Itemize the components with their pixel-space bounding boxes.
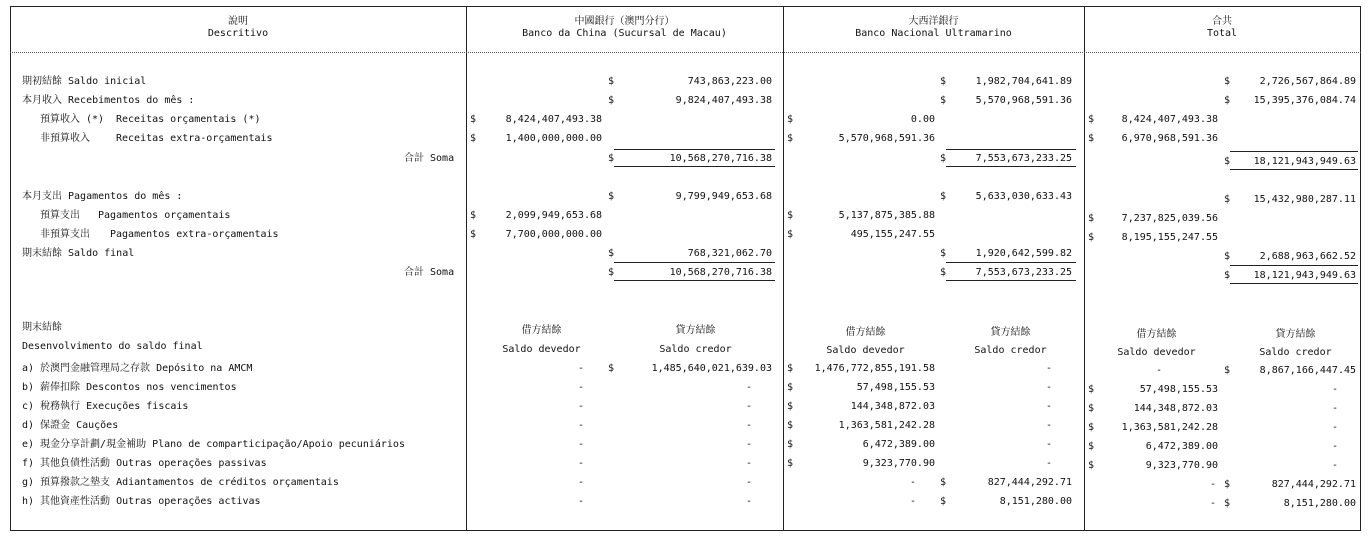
- total-value: 18,121,943,949.63: [1253, 270, 1356, 281]
- dollar-sign: $: [940, 191, 947, 202]
- bc-credit-heading-pt: Saldo credor: [659, 344, 732, 355]
- dollar-sign: $: [787, 401, 794, 412]
- total-debit-heading-pt: Saldo devedor: [1117, 347, 1196, 358]
- bnu-value: 5,570,968,591.36: [838, 133, 935, 144]
- dollar-sign: $: [470, 210, 477, 221]
- bc-value: 10,568,270,716.38: [669, 267, 772, 278]
- sum-underline: [614, 166, 775, 167]
- bc-value: 1,400,000,000.00: [505, 133, 602, 144]
- dollar-sign: $: [1088, 114, 1095, 125]
- bc-debit-heading-cn: 借方結餘: [521, 325, 562, 336]
- header-total-pt: Total: [1206, 28, 1238, 39]
- sum-line: [1230, 265, 1358, 266]
- row-label: a) 於澳門金融管理局之存款 Depósito na AMCM: [22, 363, 253, 374]
- dollar-sign: $: [940, 248, 947, 259]
- dollar-sign: $: [608, 191, 615, 202]
- row-label: b) 薪俸扣除 Descontos nos vencimentos: [22, 382, 237, 393]
- dollar-sign: $: [470, 114, 477, 125]
- bnu-debit: -: [909, 477, 916, 488]
- dollar-sign: $: [787, 458, 794, 469]
- row-label-pt: Receitas extra-orçamentais: [116, 133, 273, 144]
- dollar-sign: $: [1224, 194, 1231, 205]
- row-label-pt: Pagamentos orçamentais: [98, 210, 231, 221]
- dollar-sign: $: [1088, 384, 1095, 395]
- bc-value: 743,863,223.00: [687, 76, 772, 87]
- bnu-credit: -: [1045, 420, 1052, 431]
- header-descritivo-pt: Descritivo: [207, 28, 269, 39]
- row-label-cn: 預算收入 (*): [40, 114, 105, 125]
- total-debit: 57,498,155.53: [1139, 384, 1218, 395]
- sum-underline: [946, 166, 1076, 167]
- bc-debit: -: [577, 363, 584, 374]
- sum-underline: [1230, 169, 1358, 170]
- bnu-credit: -: [1045, 363, 1052, 374]
- row-label-cn: 非預算收入: [40, 133, 90, 144]
- total-debit: 6,472,389.00: [1145, 441, 1218, 452]
- bc-credit: -: [745, 401, 752, 412]
- total-value: 2,726,567,864.89: [1259, 76, 1356, 87]
- bc-value: 9,799,949,653.68: [675, 191, 772, 202]
- total-debit: -: [1209, 498, 1216, 509]
- dollar-sign: $: [787, 439, 794, 450]
- row-label: 期末結餘 Saldo final: [22, 248, 135, 259]
- border-left: [10, 6, 11, 530]
- total-debit: 9,323,770.90: [1145, 460, 1218, 471]
- bnu-credit: -: [1045, 458, 1052, 469]
- row-label-cn: 預算支出: [40, 210, 80, 221]
- total-credit-heading-cn: 貸方結餘: [1275, 329, 1316, 340]
- bnu-debit: 6,472,389.00: [862, 439, 935, 450]
- bnu-value: 495,155,247.55: [850, 229, 935, 240]
- dollar-sign: $: [1224, 270, 1231, 281]
- bc-credit: -: [745, 477, 752, 488]
- bnu-value: 1,982,704,641.89: [975, 76, 1072, 87]
- bc-value: 7,700,000,000.00: [505, 229, 602, 240]
- dollar-sign: $: [608, 248, 615, 259]
- dollar-sign: $: [608, 267, 615, 278]
- total-credit: -: [1331, 403, 1338, 414]
- bnu-debit: -: [909, 496, 916, 507]
- header-bc-cn: 中國銀行（澳門分行）: [574, 16, 675, 27]
- header-descritivo-cn: 說明: [228, 16, 248, 27]
- dollar-sign: $: [608, 95, 615, 106]
- dollar-sign: $: [787, 420, 794, 431]
- total-value: 8,424,407,493.38: [1121, 114, 1218, 125]
- bc-value: 9,824,407,493.38: [675, 95, 772, 106]
- total-value: 15,395,376,084.74: [1253, 95, 1356, 106]
- row-label: 本月收入 Recebimentos do mês :: [22, 95, 195, 106]
- total-debit-heading-cn: 借方結餘: [1136, 329, 1177, 340]
- row-label: e) 現金分享計劃/現金補助 Plano de comparticipação/Apoio pecuniários: [22, 439, 405, 450]
- total-value: 2,688,963,662.52: [1259, 251, 1356, 262]
- dollar-sign: $: [608, 76, 615, 87]
- bc-value: 768,321,062.70: [687, 248, 772, 259]
- dollar-sign: $: [1224, 156, 1231, 167]
- row-label-cn: 非預算支出: [40, 229, 90, 240]
- sum-line: [614, 262, 775, 263]
- row-label-pt: Receitas orçamentais (*): [116, 114, 261, 125]
- bc-credit: 1,485,640,021,639.03: [651, 363, 772, 374]
- bc-debit: -: [577, 420, 584, 431]
- total-credit-heading-pt: Saldo credor: [1259, 347, 1332, 358]
- section-title-pt: Desenvolvimento do saldo final: [22, 341, 203, 352]
- bc-debit: -: [577, 382, 584, 393]
- dollar-sign: $: [787, 229, 794, 240]
- dollar-sign: $: [1224, 479, 1231, 490]
- total-value: 8,195,155,247.55: [1121, 232, 1218, 243]
- row-label: h) 其他資產性活動 Outras operações activas: [22, 496, 261, 507]
- row-label-pt: Pagamentos extra-orçamentais: [110, 229, 279, 240]
- dollar-sign: $: [1224, 365, 1231, 376]
- dollar-sign: $: [940, 153, 947, 164]
- sum-line: [1230, 151, 1358, 152]
- total-value: 18,121,943,949.63: [1253, 156, 1356, 167]
- divider-bc: [466, 6, 467, 530]
- bnu-value: 7,553,673,233.25: [975, 267, 1072, 278]
- bc-value: 10,568,270,716.38: [669, 153, 772, 164]
- bnu-debit: 57,498,155.53: [856, 382, 935, 393]
- dollar-sign: $: [787, 114, 794, 125]
- dollar-sign: $: [608, 363, 615, 374]
- dollar-sign: $: [787, 133, 794, 144]
- sum-line: [946, 262, 1076, 263]
- bnu-value: 1,920,642,599.82: [975, 248, 1072, 259]
- total-credit: 8,151,280.00: [1283, 498, 1356, 509]
- bc-debit: -: [577, 477, 584, 488]
- row-label: 期初結餘 Saldo inicial: [22, 76, 147, 87]
- bnu-debit-heading-cn: 借方結餘: [845, 327, 886, 338]
- section-title-cn: 期末結餘: [22, 322, 62, 333]
- dollar-sign: $: [1224, 95, 1231, 106]
- bnu-value: 5,137,875,385.88: [838, 210, 935, 221]
- bc-credit: -: [745, 439, 752, 450]
- dollar-sign: $: [1224, 76, 1231, 87]
- bc-credit: -: [745, 496, 752, 507]
- bnu-credit-heading-cn: 貸方結餘: [990, 327, 1031, 338]
- dollar-sign: $: [1224, 498, 1231, 509]
- total-credit: -: [1331, 460, 1338, 471]
- total-value: 15,432,980,287.11: [1253, 194, 1356, 205]
- row-label: f) 其他負債性活動 Outras operações passivas: [22, 458, 267, 469]
- dollar-sign: $: [787, 363, 794, 374]
- bc-value: 2,099,949,653.68: [505, 210, 602, 221]
- total-credit: 8,867,166,447.45: [1259, 365, 1356, 376]
- bnu-credit: 827,444,292.71: [987, 477, 1072, 488]
- header-total-cn: 合共: [1212, 16, 1232, 27]
- header-divider: [10, 52, 1361, 53]
- total-credit: 827,444,292.71: [1271, 479, 1356, 490]
- row-label: g) 預算撥款之墊支 Adiantamentos de créditos orçamentais: [22, 477, 339, 488]
- header-bc-pt: Banco da China (Sucursal de Macau): [522, 28, 727, 39]
- bnu-credit-heading-pt: Saldo credor: [974, 345, 1047, 356]
- bnu-credit: 8,151,280.00: [999, 496, 1072, 507]
- row-label: 合計 Soma: [404, 267, 455, 278]
- bnu-credit: -: [1045, 439, 1052, 450]
- bc-debit: -: [577, 439, 584, 450]
- dollar-sign: $: [1088, 422, 1095, 433]
- total-value: 6,970,968,591.36: [1121, 133, 1218, 144]
- dollar-sign: $: [940, 267, 947, 278]
- bnu-debit: 144,348,872.03: [850, 401, 935, 412]
- divider-bnu: [783, 6, 784, 530]
- bnu-debit-heading-pt: Saldo devedor: [826, 345, 905, 356]
- header-bnu-pt: Banco Nacional Ultramarino: [855, 28, 1012, 39]
- border-bottom: [10, 530, 1361, 531]
- bnu-value: 5,570,968,591.36: [975, 95, 1072, 106]
- bnu-value: 5,633,030,633.43: [975, 191, 1072, 202]
- dollar-sign: $: [1088, 441, 1095, 452]
- row-label: 合計 Soma: [404, 153, 455, 164]
- bc-debit-heading-pt: Saldo devedor: [502, 344, 581, 355]
- bnu-debit: 1,476,772,855,191.58: [814, 363, 935, 374]
- bc-credit: -: [745, 458, 752, 469]
- bc-credit-heading-cn: 貸方結餘: [675, 325, 716, 336]
- border-top: [10, 6, 1361, 7]
- sum-underline: [614, 280, 775, 281]
- dollar-sign: $: [787, 382, 794, 393]
- bnu-value: 0.00: [910, 114, 935, 125]
- dollar-sign: $: [1088, 213, 1095, 224]
- dollar-sign: $: [1088, 403, 1095, 414]
- bnu-credit: -: [1045, 382, 1052, 393]
- dollar-sign: $: [940, 76, 947, 87]
- sum-line: [946, 149, 1076, 150]
- divider-total: [1084, 6, 1085, 530]
- bc-value: 8,424,407,493.38: [505, 114, 602, 125]
- bnu-debit: 1,363,581,242.28: [838, 420, 935, 431]
- dollar-sign: $: [470, 229, 477, 240]
- total-debit: 144,348,872.03: [1133, 403, 1218, 414]
- row-label: c) 稅務執行 Execuções fiscais: [22, 401, 189, 412]
- sum-line: [614, 149, 775, 150]
- total-debit: -: [1209, 479, 1216, 490]
- dollar-sign: $: [940, 95, 947, 106]
- row-label: d) 保證金 Cauções: [22, 420, 119, 431]
- dollar-sign: $: [940, 496, 947, 507]
- total-debit: 1,363,581,242.28: [1121, 422, 1218, 433]
- border-right: [1360, 6, 1361, 530]
- total-credit: -: [1331, 384, 1338, 395]
- bc-credit: -: [745, 382, 752, 393]
- bnu-debit: 9,323,770.90: [862, 458, 935, 469]
- dollar-sign: $: [1224, 251, 1231, 262]
- row-label: 本月支出 Pagamentos do mês :: [22, 191, 183, 202]
- dollar-sign: $: [940, 477, 947, 488]
- total-credit: -: [1331, 441, 1338, 452]
- sum-underline: [946, 280, 1076, 281]
- total-credit: -: [1331, 422, 1338, 433]
- dollar-sign: $: [1088, 232, 1095, 243]
- bc-debit: -: [577, 496, 584, 507]
- dollar-sign: $: [608, 153, 615, 164]
- dollar-sign: $: [470, 133, 477, 144]
- bc-debit: -: [577, 458, 584, 469]
- sum-underline: [1230, 283, 1358, 284]
- bc-debit: -: [577, 401, 584, 412]
- bc-credit: -: [745, 420, 752, 431]
- dollar-sign: $: [787, 210, 794, 221]
- dollar-sign: $: [1088, 133, 1095, 144]
- dollar-sign: $: [1088, 460, 1095, 471]
- header-bnu-cn: 大西洋銀行: [908, 16, 959, 27]
- bnu-credit: -: [1045, 401, 1052, 412]
- bnu-value: 7,553,673,233.25: [975, 153, 1072, 164]
- total-debit: -: [1155, 365, 1162, 376]
- total-value: 7,237,825,039.56: [1121, 213, 1218, 224]
